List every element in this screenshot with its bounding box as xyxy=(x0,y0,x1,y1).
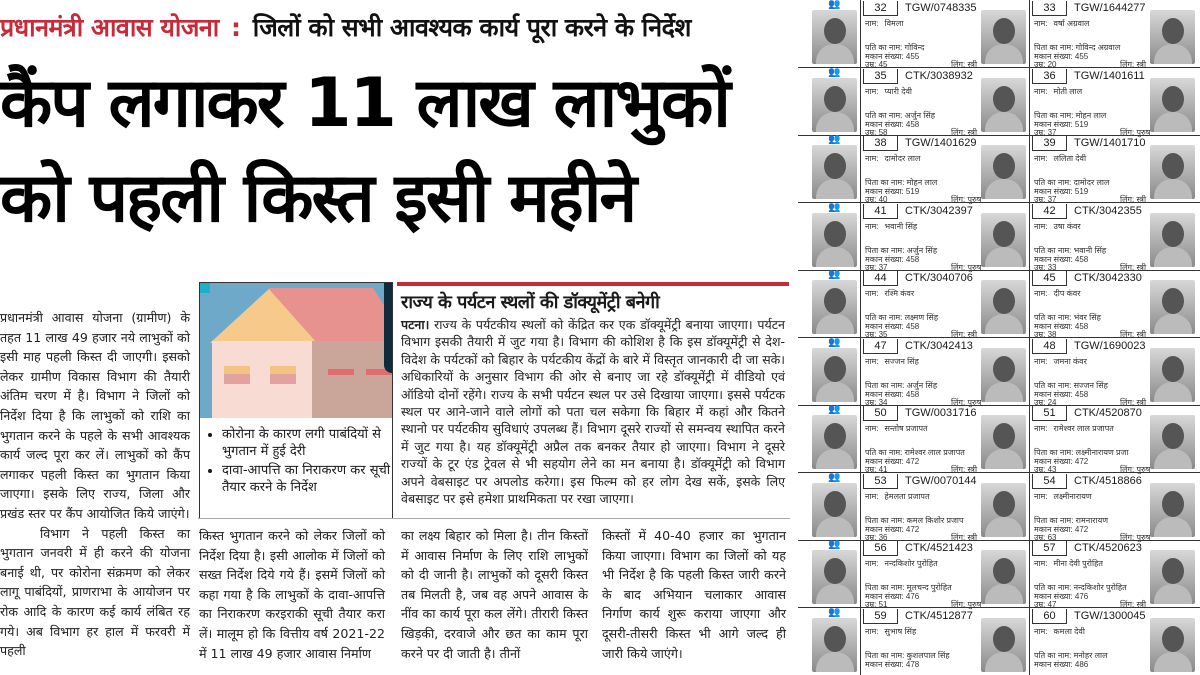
voter-epic-id: CTK/3042355 xyxy=(1074,204,1142,217)
voter-relation-name: पिता का नाम: लक्ष्मीनारायण प्रजा xyxy=(1034,448,1129,457)
voter-photo xyxy=(981,348,1026,402)
voter-serial-number: 39 xyxy=(1032,136,1067,151)
headline-line-2: को पहली किस्त इसी महीने xyxy=(0,159,636,238)
voter-name xyxy=(1034,423,1114,434)
voter-photo xyxy=(1150,483,1195,537)
voter-photo xyxy=(1150,78,1195,132)
voter-card xyxy=(1030,338,1198,405)
voter-sex: लिंग: स्त्री xyxy=(951,60,978,69)
voter-house-number: मकान संख्या: 519 xyxy=(865,187,920,196)
voter-photo xyxy=(1150,618,1195,672)
voter-sex: लिंग: स्त्री xyxy=(1120,262,1147,272)
voter-house-number: मकान संख्या: 458 xyxy=(1034,322,1089,331)
voter-card xyxy=(861,540,1029,607)
voter-row xyxy=(798,135,1200,203)
voter-name-value: मीना देवी पुरोहित xyxy=(1053,559,1103,568)
voter-sex: लिंग: पुरुष xyxy=(1120,127,1151,137)
voter-card xyxy=(861,608,1029,675)
voter-serial-number: 36 xyxy=(1032,69,1067,84)
voter-name-value: रामेश्वर लाल प्रजापत xyxy=(1053,424,1114,433)
headline xyxy=(0,56,790,246)
voter-name-value: उषा कंवर xyxy=(1053,221,1081,231)
voter-epic-id: CTK/3042397 xyxy=(905,204,973,217)
voter-relation-name: पति का नाम: भंवर सिंह xyxy=(1034,313,1101,322)
voter-row xyxy=(798,405,1200,473)
voter-age: उम्र: 51 xyxy=(865,600,888,609)
voter-row xyxy=(798,540,1200,608)
voter-serial-number: 44 xyxy=(863,271,898,286)
voter-relation-name: पति का नाम: अर्जुन सिंह xyxy=(865,110,936,120)
highlights-box xyxy=(199,418,393,519)
inset-story xyxy=(392,282,789,518)
voter-serial-number: 48 xyxy=(1032,339,1067,354)
voter-name-value: प्यारी देवी xyxy=(884,86,912,96)
voter-name xyxy=(1034,221,1081,232)
voter-name-label: नाम: xyxy=(865,289,879,298)
decor-shape xyxy=(200,283,210,293)
voter-photo xyxy=(981,10,1026,64)
voter-photo xyxy=(981,483,1026,537)
voter-photo xyxy=(812,78,857,132)
voter-epic-id: CTK/4520623 xyxy=(1074,542,1142,554)
voter-photo xyxy=(1150,415,1195,469)
voter-serial-number: 38 xyxy=(863,136,898,151)
voter-house-number: मकान संख्या: 458 xyxy=(865,389,920,399)
people-icon: 👥 xyxy=(828,201,840,213)
voter-name-value: सज्जन सिंह xyxy=(884,356,919,366)
voter-relation-name: पिता का नाम: गोविन्द अग्रवाल xyxy=(1034,43,1121,52)
voter-relation-name: पिता का नाम: मोहन लाल xyxy=(865,178,938,187)
voter-name-value: विमला xyxy=(884,19,904,28)
kicker-separator: : xyxy=(231,13,241,42)
voter-name xyxy=(1034,626,1085,637)
voter-photo xyxy=(812,550,857,604)
voter-age: उम्र: 33 xyxy=(1034,262,1057,272)
voter-house-number: मकान संख्या: 476 xyxy=(1034,592,1089,601)
voter-serial-number: 54 xyxy=(1032,474,1067,489)
voter-card xyxy=(1030,405,1198,472)
voter-sex: लिंग: पुरुष xyxy=(1120,532,1151,542)
voter-age: उम्र: 35 xyxy=(865,330,888,339)
voter-relation-name: पिता का नाम: कुशलपाल सिंह xyxy=(865,650,950,660)
voter-name-label: नाम: xyxy=(865,19,879,28)
voter-age: उम्र: 36 xyxy=(865,532,888,542)
voter-row xyxy=(798,68,1200,136)
voter-name xyxy=(1034,153,1086,164)
voter-row xyxy=(798,203,1200,271)
voter-photo xyxy=(981,550,1026,604)
voter-card xyxy=(861,405,1029,472)
voter-photo xyxy=(812,10,857,64)
voter-name xyxy=(865,221,917,232)
voter-card xyxy=(1030,270,1198,337)
voter-relation-name: पति का नाम: गोविन्द xyxy=(865,43,925,52)
voter-serial-number: 57 xyxy=(1032,541,1067,556)
people-icon: 👥 xyxy=(828,606,840,618)
voter-age: उम्र: 63 xyxy=(1034,532,1057,542)
voter-age: उम्र: 41 xyxy=(865,465,888,474)
voter-card xyxy=(1030,540,1198,607)
voter-house-number: मकान संख्या: 455 xyxy=(1034,52,1089,61)
voter-name-value: जमना कंवर xyxy=(1053,356,1087,366)
voter-house-number: मकान संख्या: 458 xyxy=(865,322,920,331)
voter-name-label: नाम: xyxy=(1034,221,1048,231)
voter-epic-id: CTK/4518866 xyxy=(1074,474,1142,487)
voter-epic-id: CTK/4520870 xyxy=(1074,407,1142,419)
voter-name-label: नाम: xyxy=(1034,19,1048,28)
voter-name-label: नाम: xyxy=(865,86,879,96)
voter-photo xyxy=(1150,348,1195,402)
voter-name-value: वर्षा अग्रवाल xyxy=(1053,19,1090,28)
voter-photo xyxy=(981,415,1026,469)
voter-name-value: नन्दकिशोर पुरोहित xyxy=(884,559,938,568)
voter-house-number: मकान संख्या: 486 xyxy=(1034,659,1089,669)
headline-line-1: कैंप लगाकर 11 लाख लाभुकों xyxy=(0,64,729,143)
voter-house-number: मकान संख्या: 455 xyxy=(865,52,920,61)
voter-epic-id: CTK/4512877 xyxy=(905,609,973,622)
voter-name-value: लक्ष्मीनारायण xyxy=(1053,491,1092,501)
voter-card xyxy=(861,68,1029,135)
voter-age: उम्र: 40 xyxy=(865,195,888,204)
voter-name-value: सुभाष सिंह xyxy=(884,626,917,636)
voter-name xyxy=(1034,18,1089,29)
voter-name-label: नाम: xyxy=(865,356,879,366)
voter-photo xyxy=(1150,280,1195,334)
voter-relation-name: पिता का नाम: अर्जुन सिंह xyxy=(865,245,938,255)
voter-name-label: नाम: xyxy=(1034,424,1048,433)
voter-name-label: नाम: xyxy=(1034,491,1048,501)
voter-name xyxy=(1034,288,1080,299)
voter-epic-id: TGW/1644277 xyxy=(1074,2,1146,14)
voter-epic-id: CTK/3038932 xyxy=(905,69,973,82)
highlight-item: • कोरोना के कारण लगी पाबंदियों से भुगतान में हुई देरी xyxy=(222,426,392,460)
voter-name xyxy=(1034,491,1092,502)
voter-name-value: मोती लाल xyxy=(1053,86,1083,96)
people-icon: 👥 xyxy=(828,471,840,483)
voter-relation-name: पिता का नाम: कमल किशोर प्रजाप xyxy=(865,515,964,525)
voter-relation-name: पिता का नाम: अर्जुन सिंह xyxy=(865,380,938,390)
voter-relation-name: पति का नाम: दामोदर लाल xyxy=(1034,178,1110,187)
article-column-1 xyxy=(0,308,190,661)
voter-age: उम्र: 37 xyxy=(1034,127,1057,137)
voter-serial-number: 47 xyxy=(863,339,898,354)
voter-photo xyxy=(981,145,1026,199)
voter-epic-id: TGW/1401710 xyxy=(1074,137,1146,149)
voter-serial-number: 50 xyxy=(863,406,898,421)
voter-epic-id: CTK/3040706 xyxy=(905,272,973,284)
voter-serial-number: 42 xyxy=(1032,204,1067,219)
house-window xyxy=(224,366,250,384)
voter-relation-name: पति का नाम: मनोहर लाल xyxy=(1034,650,1108,660)
voter-name xyxy=(865,153,920,164)
voter-relation-name: पति का नाम: लक्ष्मण सिंह xyxy=(865,313,939,322)
voter-house-number: मकान संख्या: 472 xyxy=(1034,524,1089,534)
voter-epic-id: TGW/1401629 xyxy=(905,137,977,149)
voter-house-number: मकान संख्या: 458 xyxy=(1034,254,1089,264)
voter-name-value: हेमलता प्रजापत xyxy=(884,491,930,501)
voter-serial-number: 60 xyxy=(1032,609,1067,624)
voter-age: उम्र: 24 xyxy=(1034,397,1057,407)
voter-photo xyxy=(812,348,857,402)
voter-photo xyxy=(1150,213,1195,267)
people-icon: 👥 xyxy=(828,404,840,415)
voter-card xyxy=(1030,0,1198,67)
voter-card xyxy=(861,473,1029,540)
voter-house-number: मकान संख्या: 476 xyxy=(865,592,920,601)
voter-name xyxy=(1034,558,1103,569)
voter-epic-id: CTK/3042330 xyxy=(1074,272,1142,284)
voter-house-number: मकान संख्या: 458 xyxy=(1034,389,1089,399)
article-column-4: किस्तों में 40-40 हजार का भुगतान किया जाएगा। विभाग का जिलों को यह भी निर्देश है कि पहली किस्त जारी करने के बाद अभियान चलाकार आवास निर्गाण कार्य शुरू कराया जाएगा और दूसरी-तीसरी किस्त भी आगे जल्द ही जारी किये जाएंगे। xyxy=(602,528,786,661)
voter-card xyxy=(861,270,1029,337)
voter-card xyxy=(861,0,1029,67)
voter-name-label: नाम: xyxy=(1034,289,1048,298)
voter-name-label: नाम: xyxy=(865,559,879,568)
people-icon: 👥 xyxy=(828,0,840,10)
voter-name xyxy=(865,356,919,367)
voter-relation-name: पिता का नाम: रामनारायण xyxy=(1034,515,1109,525)
voter-sex: लिंग: स्त्री xyxy=(1120,600,1147,609)
kicker-text: जिलों को सभी आवश्यक कार्य पूरा करने के निर्देश xyxy=(252,13,691,42)
voter-photo xyxy=(981,213,1026,267)
inset-title: राज्य के पर्यटन स्थलों की डॉक्यूमेंट्री बनेगी xyxy=(401,292,660,313)
voter-row xyxy=(798,338,1200,406)
voter-relation-name: पति का नाम: रामेश्वर लाल प्रजापत xyxy=(865,448,965,457)
voter-name-label: नाम: xyxy=(865,626,879,636)
column-1-para-2: विभाग ने पहली किस्त का भुगतान जनवरी में ही करने की योजना बनाई थी, पर कोरोना संक्रमण को लेकर लागू पाबंदियों, प्राणराभा के आयोजन पर रोक आदि के कारण कई कार्य लंबित रह गये। अब विभाग हर हाल में फरवरी में पहली xyxy=(0,525,190,659)
kicker xyxy=(0,8,790,48)
house-illustration xyxy=(199,282,393,419)
voter-house-number: मकान संख्या: 519 xyxy=(1034,119,1089,129)
voter-age: उम्र: 37 xyxy=(865,262,888,272)
voter-name xyxy=(865,491,930,502)
voter-name-label: नाम: xyxy=(865,491,879,501)
voter-name xyxy=(865,558,938,569)
voter-name-value: रश्मि कंवर xyxy=(884,289,915,298)
voter-name xyxy=(865,86,912,97)
voter-name-value: दीप कंवर xyxy=(1053,289,1081,298)
voter-name-value: सन्तोष प्रजापत xyxy=(884,424,928,433)
voter-photo xyxy=(812,415,857,469)
voter-photo xyxy=(1150,145,1195,199)
voter-name-label: नाम: xyxy=(1034,559,1048,568)
voter-name xyxy=(1034,86,1082,97)
voter-epic-id: CTK/4521423 xyxy=(905,542,973,554)
voter-photo xyxy=(1150,10,1195,64)
people-icon: 👥 xyxy=(828,269,840,280)
voter-card xyxy=(861,203,1029,270)
voter-serial-number: 32 xyxy=(863,1,898,16)
voter-name xyxy=(865,626,916,637)
inset-red-rule xyxy=(397,282,789,286)
voter-name-value: कमला देवी xyxy=(1053,626,1085,636)
voter-serial-number: 35 xyxy=(863,69,898,84)
voter-card xyxy=(1030,68,1198,135)
voter-photo xyxy=(1150,550,1195,604)
voter-card xyxy=(1030,203,1198,270)
voter-name-label: नाम: xyxy=(865,424,879,433)
voter-photo xyxy=(981,618,1026,672)
voter-age: उम्र: 37 xyxy=(1034,195,1057,204)
voter-name xyxy=(865,288,914,299)
voter-sex: लिंग: स्त्री xyxy=(951,330,978,339)
voter-age: उम्र: 45 xyxy=(865,60,888,69)
voter-photo xyxy=(981,280,1026,334)
voter-serial-number: 33 xyxy=(1032,1,1067,16)
voter-epic-id: TGW/1401611 xyxy=(1074,69,1145,82)
people-icon: 👥 xyxy=(828,539,840,550)
voter-name-label: नाम: xyxy=(1034,86,1048,96)
voter-relation-name: पिता का नाम: मूलचन्द पुरोहित xyxy=(865,583,952,592)
voter-name-label: नाम: xyxy=(1034,154,1048,163)
voter-name-label: नाम: xyxy=(1034,356,1048,366)
inset-body xyxy=(401,316,785,507)
voter-house-number: मकान संख्या: 478 xyxy=(865,659,920,669)
voter-age: उम्र: 34 xyxy=(865,397,888,407)
voter-sex: लिंग: पुरुष xyxy=(951,195,982,204)
voter-card xyxy=(861,135,1029,202)
people-icon: 👥 xyxy=(828,134,840,145)
voter-epic-id: TGW/0748335 xyxy=(905,2,977,14)
voter-house-number: मकान संख्या: 472 xyxy=(865,457,920,466)
article-column-2: किस्त भुगतान करने को लेकर जिलों को निर्देश दिया है। इसी आलोक में जिलों को सख्त निर्देश दिये गये हैं। इसमें जिलों को कहा गया है कि लाभुकों के दावा-आपत्ति का निराकरण करइराकी सूची तैयार करा लें। मालूम हो कि वित्तीय वर्ष 2021-22 में 11 लाख 49 हजार आवास निर्माण xyxy=(199,528,385,661)
voter-row xyxy=(798,270,1200,338)
inset-dateline: पटना। xyxy=(401,317,430,332)
voter-card xyxy=(1030,135,1198,202)
voter-serial-number: 53 xyxy=(863,474,898,489)
voter-house-number: मकान संख्या: 519 xyxy=(1034,187,1089,196)
voter-house-number: मकान संख्या: 458 xyxy=(865,119,920,129)
grid-line xyxy=(1029,0,1030,675)
voter-photo xyxy=(812,618,857,672)
highlight-item: • दावा-आपत्ति का निराकरण कर सूची तैयार करने के निर्देश xyxy=(222,462,392,496)
voter-house-number: मकान संख्या: 472 xyxy=(865,524,920,534)
voter-sex: लिंग: स्त्री xyxy=(1120,60,1147,69)
voter-age: उम्र: 20 xyxy=(1034,60,1057,69)
house-window xyxy=(270,366,296,384)
house-wall-right xyxy=(312,341,393,419)
voter-name xyxy=(865,423,928,434)
kicker-topic: प्रधानमंत्री आवास योजना xyxy=(0,13,219,42)
people-icon: 👥 xyxy=(828,336,840,348)
inset-text: राज्य के पर्यटकीय स्थलों को केंद्रित कर एक डॉक्यूमेंट्री बनाया जाएगा। पर्यटन विभाग इसकी तैयारी में जुट गया है। विभाग की कोशिश है कि इस डॉक्यूमेंट्री से देश-विदेश के पर्यटकों को बिहार के पर्यटकीय केंद्रों के बारे में विस्तृत जानकारी दी जा सके। अधिकारियों के अनुसार विभाग की ओर से बनाए जा रहे डॉक्यूमेंट्री में वीडियो एवं ऑडियो दोनों रहेंगे। राज्य के सभी पर्यटन स्थल पर उसे दिखाया जाएगा। इससे पर्यटक स्थल पर आने-जाने वाले लोगों को पता चल सकेगा कि बिहार में कहां और कितने स्थानो पर पर्यटकीय सुविधाएं उपलब्ध हैं। विभाग दूसरे राज्यों से समन्वय स्थापित करने में जुट गया है। यह डॉक्यूमेंट्री अप्रैल तक बनकर तैयार हो जाएगा। विभाग ने दूसरे राज्यों के टूर एंड ट्रेवल से भी सहयोग लेने का मन बनाया है। डॉक्यूमेंट्री को विभाग अपने वेबसाइट पर अपलोड करेगा। इस फिल्म को हर लोग देख सकें, इसके लिए वेबसाइट पर इसे हमेशा प्राथमिकता पर रखा जाएगा। xyxy=(401,317,785,507)
voter-relation-name: पति का नाम: नन्दकिशोर पुरोहित xyxy=(1034,583,1127,592)
voter-sex: लिंग: स्त्री xyxy=(1120,195,1147,204)
voter-sex: लिंग: पुरुष xyxy=(1120,465,1151,474)
people-icon: 👥 xyxy=(828,66,840,78)
voter-sex: लिंग: पुरुष xyxy=(951,262,982,272)
grid-line xyxy=(860,0,861,675)
voter-sex: लिंग: स्त्री xyxy=(951,465,978,474)
voter-photo xyxy=(812,280,857,334)
voter-sex: लिंग: स्त्री xyxy=(1120,330,1147,339)
voter-row xyxy=(798,0,1200,68)
voter-age: उम्र: 38 xyxy=(1034,330,1057,339)
voter-age: उम्र: 47 xyxy=(1034,600,1057,609)
voter-serial-number: 41 xyxy=(863,204,898,219)
house-window-slit xyxy=(328,369,354,375)
voter-sex: लिंग: स्त्री xyxy=(1120,397,1147,407)
voter-photo xyxy=(981,78,1026,132)
voter-age: उम्र: 43 xyxy=(1034,465,1057,474)
voter-serial-number: 59 xyxy=(863,609,898,624)
voter-sex: लिंग: पुरुष xyxy=(951,600,982,609)
voter-photo xyxy=(812,213,857,267)
voter-relation-name: पिता का नाम: मोहन लाल xyxy=(1034,110,1107,120)
voter-name xyxy=(1034,356,1087,367)
voter-sex: लिंग: पुरुष xyxy=(951,397,982,407)
voter-name-value: भवानी सिंह xyxy=(884,221,918,231)
voter-house-number: मकान संख्या: 472 xyxy=(1034,457,1089,466)
voter-name-label: नाम: xyxy=(1034,626,1048,636)
voter-epic-id: TGW/1300045 xyxy=(1074,609,1146,622)
voter-name-value: दामोदर लाल xyxy=(884,154,921,163)
voter-photo xyxy=(812,145,857,199)
divider xyxy=(198,518,790,519)
voter-name-label: नाम: xyxy=(865,154,879,163)
voter-sex: लिंग: स्त्री xyxy=(951,532,978,542)
voter-epic-id: TGW/1690023 xyxy=(1074,339,1146,352)
voter-relation-name: पति का नाम: सज्जन सिंह xyxy=(1034,380,1108,390)
voter-epic-id: TGW/0031716 xyxy=(905,407,977,419)
voter-card xyxy=(1030,473,1198,540)
voter-epic-id: CTK/3042413 xyxy=(905,339,973,352)
voter-card xyxy=(1030,608,1198,675)
voter-serial-number: 45 xyxy=(1032,271,1067,286)
voter-relation-name: पति का नाम: भवानी सिंह xyxy=(1034,245,1107,255)
article-column-3: का लक्ष्य बिहार को मिला है। तीन किस्तों में आवास निर्माण के लिए राशि लाभुकों को दी जानी है। लाभुकों को दूसरी किस्त तब मिलती है, जब वह अपने आवास के नींव का कार्य पूरा कल लेंगे। तीरारी किस्त खिड़की, दरवाजे और छत का काम पूरा करने पर दी जाती है। तीनों xyxy=(401,528,588,661)
voter-epic-id: TGW/0070144 xyxy=(905,474,977,487)
voter-photo xyxy=(812,483,857,537)
voter-house-number: मकान संख्या: 458 xyxy=(865,254,920,264)
voter-name-value: ललिता देवी xyxy=(1053,154,1087,163)
voter-serial-number: 51 xyxy=(1032,406,1067,421)
voter-row xyxy=(798,473,1200,541)
voter-name xyxy=(865,18,903,29)
column-1-para-1: प्रधानमंत्री आवास योजना (ग्रामीण) के तहत 11 लाख 49 हजार नये लाभुकों को इसी माह पहली किस्त दी जाएगी। इसको लेकर ग्रामीण विकास विभाग की तैयारी अंतिम चरण में है। विभाग ने जिलों को निर्देश दिया है कि लाभुकों को राशि का भुगतान करने के पहले के सभी आवश्यक कार्य जल्द पूरा कर लें। लाभुकों को कैंप लगाकर पहली किस्त का भुगतान किया जाएगा। इसके लिए राज्य, जिला और प्रखंड स्तर पर कैंप आयोजित किये जाएंगे। xyxy=(0,310,190,521)
voter-row xyxy=(798,608,1200,675)
voter-age: उम्र: 58 xyxy=(865,127,888,137)
voter-name-label: नाम: xyxy=(865,221,879,231)
voter-serial-number: 56 xyxy=(863,541,898,556)
voter-list xyxy=(798,0,1200,675)
voter-card xyxy=(861,338,1029,405)
voter-sex: लिंग: स्त्री xyxy=(951,127,978,137)
